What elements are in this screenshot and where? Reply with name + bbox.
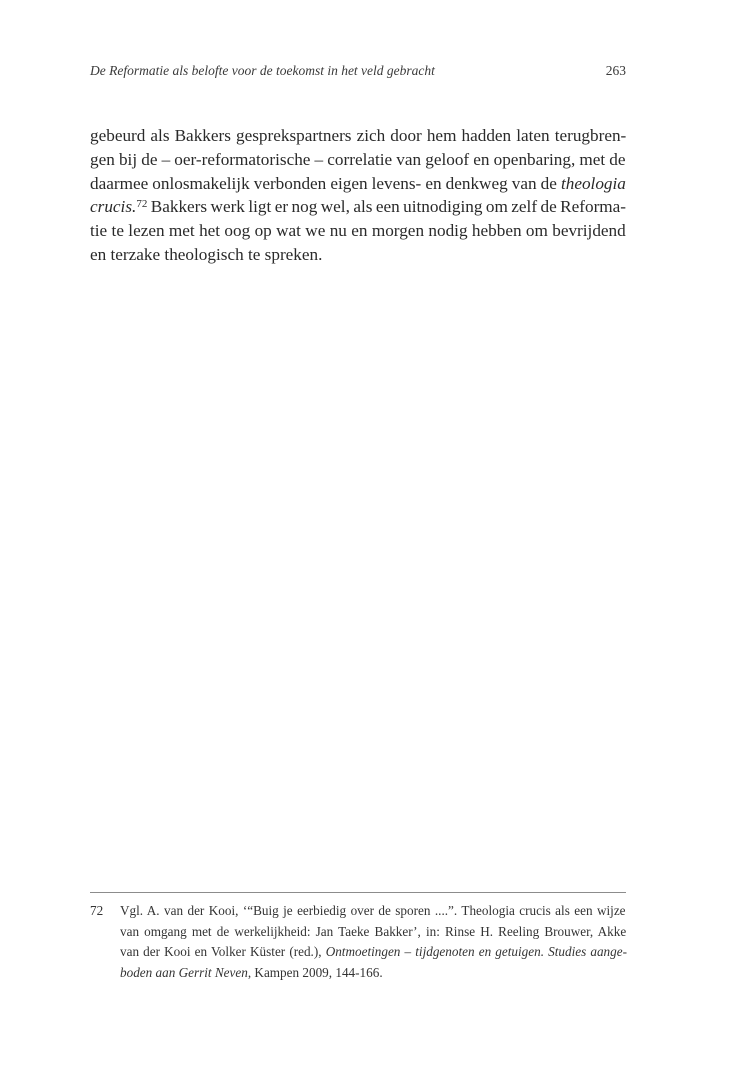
body-line-3-italic: theologia xyxy=(560,173,626,193)
body-line-6: en terzake theologisch te spreken. xyxy=(90,244,323,264)
body-line-4-italic: crucis. xyxy=(90,197,137,217)
footnote-line-4 xyxy=(120,963,626,984)
body-line-3-text: daarmee onlosmakelijk verbonden eigen levens- en denkweg van de xyxy=(90,173,557,193)
footnote-line-1 xyxy=(120,901,626,922)
footnote-text xyxy=(120,901,626,983)
footnote-separator xyxy=(90,892,626,893)
page-number: 263 xyxy=(605,63,626,78)
body-line-2: gen bij de – oer-reformatorische – correlatie van geloof en openbaring, met de xyxy=(90,149,626,169)
body-line-4 xyxy=(90,195,626,219)
footnote-line-2 xyxy=(120,922,626,943)
footnote-reference-72[interactable]: 72 xyxy=(136,198,148,211)
footnote-line-3-text: van der Kooi en Volker Küster (red.), xyxy=(120,944,322,960)
body-paragraph xyxy=(90,124,626,267)
footnote-line-1-text: Vgl. A. van der Kooi, ‘“Buig je eerbiedig over de sporen ....”. Theologia crucis als een wijze xyxy=(120,903,626,918)
body-line-4-text: Bakkers werk ligt er nog wel, als een uitnodiging om zelf de Reforma- xyxy=(150,197,627,217)
running-title: De Reformatie als belofte voor de toekomst in het veld gebracht xyxy=(90,63,435,78)
body-line-5: tie te lezen met het oog op wat we nu en morgen nodig hebben om bevrijdend xyxy=(90,221,626,241)
body-line-1: gebeurd als Bakkers gesprekspartners zich door hem hadden laten terugbren- xyxy=(90,126,627,145)
footnote-number: 72 xyxy=(90,903,104,918)
footnote-line-4-italic: boden aan Gerrit Neven xyxy=(120,964,248,980)
footnote-line-2-text: van omgang met de werkelijkheid: Jan Taeke Bakker’, in: Rinse H. Reeling Brouwer, Akke xyxy=(120,923,627,939)
body-line-3 xyxy=(90,172,626,196)
footnote-line-4-text: , Kampen 2009, 144-166. xyxy=(247,964,383,980)
footnote-line-3 xyxy=(120,942,626,963)
footnote-line-3-italic: Ontmoetingen – tijdgenoten en getuigen. Studies aange- xyxy=(325,944,627,960)
